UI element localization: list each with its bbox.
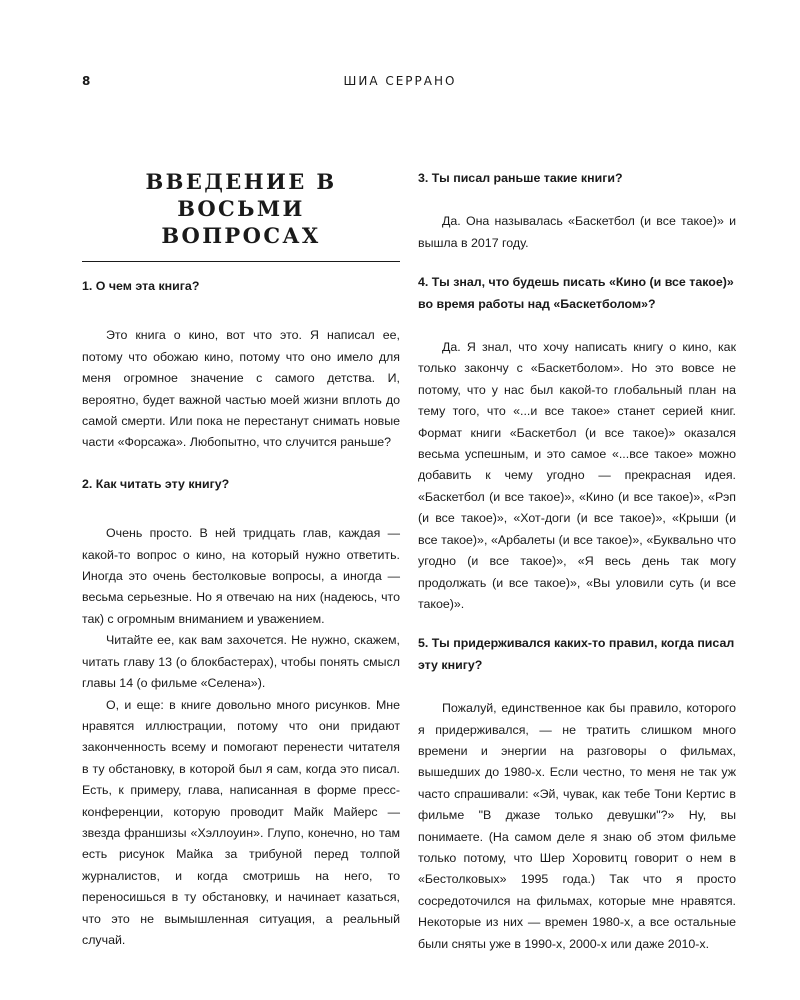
- question-heading: 4. Ты знал, что будешь писать «Кино (и все такое)» во время работы над «Баскетболом»?: [418, 275, 734, 311]
- question-heading: 5. Ты придерживался каких-то правил, когда писал эту книгу?: [418, 636, 735, 672]
- paragraph: О, и еще: в книге довольно много рисунков. Мне нравятся иллюстрации, потому что они придают законченность всему и помогают перенести читателя в ту обстановку, в которой был я сам, когда это писал. Есть, к примеру, глава, написанная в форме пресс-конференции, которую проводит Майк Майерс — звезда франшизы «Хэллоуин». Глупо, конечно, но там есть рисунок Майка за трибуной перед толпой журналистов, и когда смотришь на него, то переносишься в ту обстановку, и начинает казаться, что это не вымышленная ситуация, а реальный случай.: [82, 697, 400, 947]
- title-divider: [82, 261, 400, 262]
- right-column: [418, 168, 736, 955]
- question-heading: 2. Как читать эту книгу?: [82, 476, 230, 491]
- paragraph: Да. Я знал, что хочу написать книгу о кино, как только закончу с «Баскетболом». Но это вовсе не потому, что у нас был какой-то глобальный план на тему того, что «...и все такое» станет серией книг. Формат книги «Баскетбол (и все такое)» оказался весьма успешным, и это самое «...все такое» можно добавить к чему угодно — прекрасная идея. «Баскетбол (и все такое)», «Кино (и все такое)», «Рэп (и все такое)», «Хот-доги (и все такое)», «Крыши (и все такое)», «Арбалеты (и все такое)», «Буквально что угодно (и все такое)», «Я весь день так могу продолжать (и все такое)», «Вы уловили суть (и все такое)».: [418, 340, 736, 611]
- paragraph: Пожалуй, единственное как бы правило, которого я придерживался, — не тратить слишком много времени и энергии на разговоры о фильмах, вышедших до 1980-х. Если честно, то меня не так уж часто спрашивали: «Эй, чувак, как тебе Тони Кертис в фильме "В джазе только девушки"?» Ну, вы понимаете. (На самом деле я знаю об этом фильме только потому, что Шер Хоровитц говорит о нем в «Бестолковых» 1995 года.) Так что я просто сосредоточился на фильмах, которые мне нравятся. Некоторые из них — времен 1980-х, а все остальные были сняты уже в 1990-х, 2000-х или даже 2010-х.: [418, 701, 736, 951]
- paragraph: Это книга о кино, вот что это. Я написал ее, потому что обожаю кино, потому что оно имело для меня огромное значение с самого детства. И, вероятно, будет важной частью моей жизни вплоть до самой смерти. Или пока не перестанут снимать новые части «Форсажа». Любопытно, что случится раньше?: [82, 328, 400, 450]
- question-heading: 1. О чем эта книга?: [82, 279, 200, 293]
- paragraph: Да. Она называлась «Баскетбол (и все такое)» и вышла в 2017 году.: [418, 214, 736, 250]
- question-heading: 3. Ты писал раньше такие книги?: [418, 171, 623, 185]
- paragraph: Очень просто. В ней тридцать глав, каждая — какой-то вопрос о кино, на который нужно ответить. Иногда это очень бестолковые вопросы, а иногда — весьма серьезные. Но я отвечаю на них (надеюсь, что так) с огромным вниманием и уважением.: [82, 526, 400, 626]
- page-header: [82, 74, 718, 92]
- paragraph: Читайте ее, как вам захочется. Не нужно, скажем, читать главу 13 (о блокбастерах), чтобы понять смысл главы 14 (о фильме «Селена»).: [82, 633, 400, 691]
- running-head: ШИА СЕРРАНО: [343, 74, 457, 88]
- left-column: [82, 168, 400, 951]
- chapter-title-line-1: ВВЕДЕНИЕ В ВОСЬМИ: [145, 169, 337, 221]
- chapter-title: [82, 168, 400, 255]
- chapter-title-line-2: ВОПРОСАХ: [161, 223, 321, 248]
- page-number: 8: [82, 74, 91, 88]
